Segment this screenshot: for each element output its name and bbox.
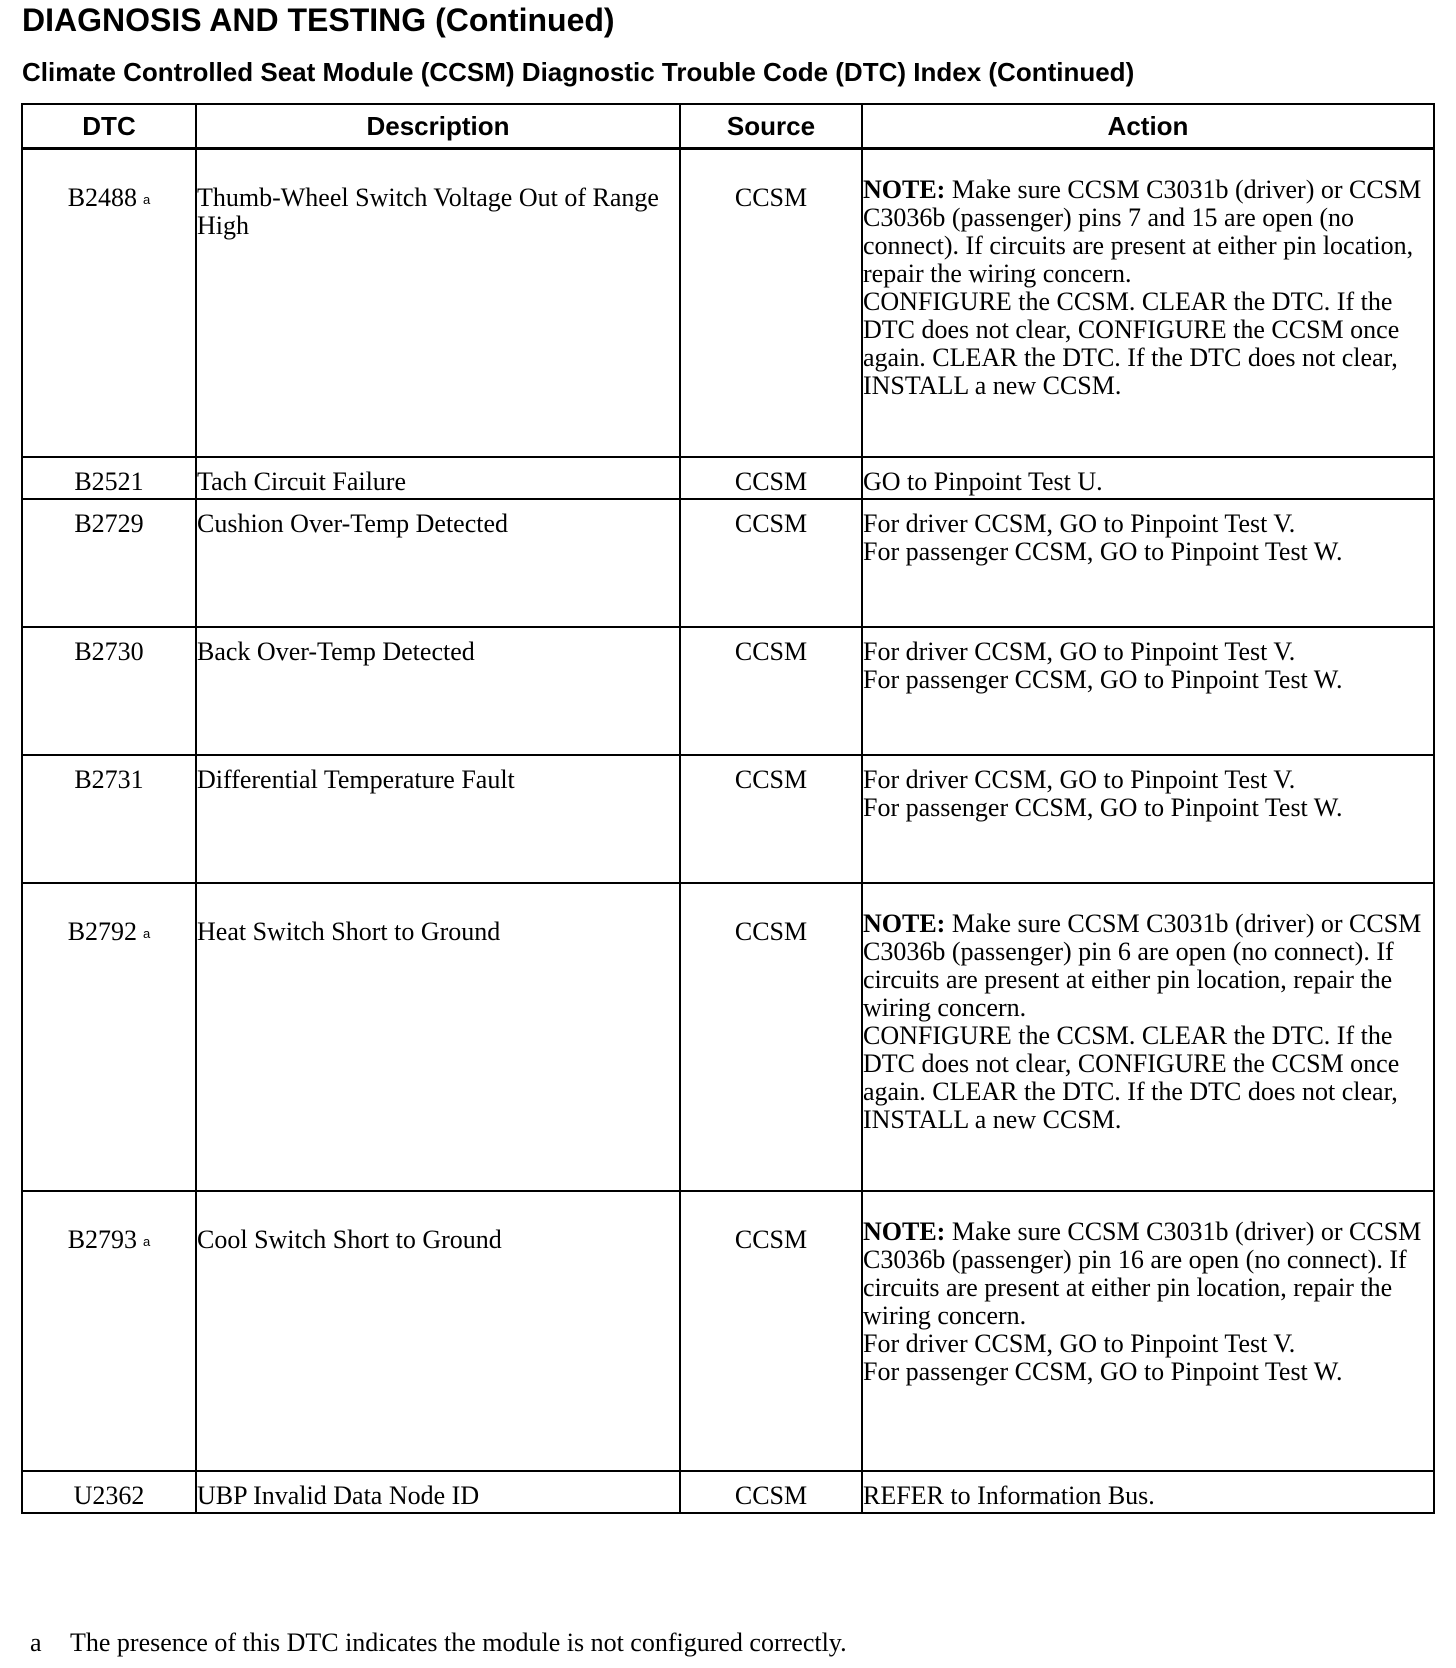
action-cell (862, 149, 1434, 457)
dtc-cell (22, 883, 196, 1191)
description-cell: Cushion Over-Temp Detected (196, 499, 680, 627)
note-text: Make sure CCSM C3031b (driver) or CCSM C3036b (passenger) pins 7 and 15 are open (no connect). If circuits are present at either pin location, repair the wiring concern. (863, 175, 1422, 288)
dtc-cell (22, 1471, 196, 1513)
action-cell (862, 883, 1434, 1191)
action-text: For driver CCSM, GO to Pinpoint Test V. (863, 764, 1296, 794)
note-label: NOTE: (863, 175, 946, 204)
description-cell: UBP Invalid Data Node ID (196, 1471, 680, 1513)
table-title: Climate Controlled Seat Module (CCSM) Diagnostic Trouble Code (DTC) Index (Continued) (22, 57, 1135, 87)
source-cell: CCSM (680, 627, 862, 755)
action-cell (862, 755, 1434, 883)
footnote-ref-mark: a (143, 925, 151, 941)
description-cell: Heat Switch Short to Ground (196, 883, 680, 1191)
footnote-text: The presence of this DTC indicates the module is not configured correctly. (70, 1628, 847, 1657)
dtc-code: B2521 (74, 466, 144, 496)
footnote-mark: a (30, 1628, 42, 1657)
note-label: NOTE: (863, 1216, 946, 1246)
dtc-code: B2731 (74, 764, 144, 794)
source-cell: CCSM (680, 1191, 862, 1471)
dtc-cell (22, 1191, 196, 1471)
table-row (22, 149, 1434, 457)
table-row (22, 883, 1434, 1191)
column-header-source: Source (680, 104, 862, 149)
dtc-code: B2729 (74, 508, 144, 538)
action-cell (862, 1471, 1434, 1513)
dtc-cell (22, 755, 196, 883)
source-cell: CCSM (680, 499, 862, 627)
action-cell (862, 499, 1434, 627)
description-cell: Back Over-Temp Detected (196, 627, 680, 755)
table-row (22, 499, 1434, 627)
note-text: Make sure CCSM C3031b (driver) or CCSM C3036b (passenger) pin 6 are open (no connect). If circuits are present at either pin location, repair the wiring concern. (863, 908, 1422, 1022)
dtc-cell (22, 499, 196, 627)
action-note (863, 176, 1433, 288)
table-row (22, 627, 1434, 755)
note-text: Make sure CCSM C3031b (driver) or CCSM C3036b (passenger) pin 16 are open (no connect). If circuits are present at either pin location, repair the wiring concern. (863, 1216, 1422, 1330)
action-text-secondary: For passenger CCSM, GO to Pinpoint Test W. (863, 792, 1343, 822)
action-text-secondary: For passenger CCSM, GO to Pinpoint Test W. (863, 536, 1343, 566)
dtc-code: B2792 (67, 916, 138, 946)
dtc-cell (22, 457, 196, 499)
source-cell: CCSM (680, 1471, 862, 1513)
action-text: CONFIGURE the CCSM. CLEAR the DTC. If the DTC does not clear, CONFIGURE the CCSM once again. CLEAR the DTC. If the DTC does not clear, INSTALL a new CCSM. (863, 1020, 1400, 1134)
source-cell: CCSM (680, 457, 862, 499)
description-cell: Cool Switch Short to Ground (196, 1191, 680, 1471)
dtc-index-table (21, 103, 1435, 1514)
action-cell (862, 1191, 1434, 1471)
action-text: For driver CCSM, GO to Pinpoint Test V. (863, 636, 1296, 666)
dtc-cell (22, 149, 196, 457)
page-title: DIAGNOSIS AND TESTING (Continued) (22, 2, 615, 38)
note-label: NOTE: (863, 908, 946, 938)
footnote-ref-mark: a (143, 1233, 151, 1249)
source-cell: CCSM (680, 755, 862, 883)
column-header-dtc: DTC (22, 104, 196, 149)
dtc-cell (22, 627, 196, 755)
action-text-secondary: For passenger CCSM, GO to Pinpoint Test W. (863, 1356, 1343, 1386)
action-text: For driver CCSM, GO to Pinpoint Test V. (863, 1328, 1296, 1358)
column-header-action: Action (862, 104, 1434, 149)
description-cell: Thumb-Wheel Switch Voltage Out of Range High (196, 149, 680, 457)
dtc-code: B2488 (67, 183, 138, 212)
dtc-code: B2730 (74, 636, 144, 666)
action-text-secondary: For passenger CCSM, GO to Pinpoint Test W. (863, 664, 1343, 694)
footnote-ref-mark: a (143, 192, 151, 207)
action-text: CONFIGURE the CCSM. CLEAR the DTC. If the DTC does not clear, CONFIGURE the CCSM once again. CLEAR the DTC. If the DTC does not clear, INSTALL a new CCSM. (863, 287, 1400, 400)
action-note (863, 910, 1433, 1022)
action-text: For driver CCSM, GO to Pinpoint Test V. (863, 508, 1296, 538)
column-header-description: Description (196, 104, 680, 149)
action-note (863, 1218, 1433, 1330)
dtc-code: U2362 (73, 1480, 145, 1510)
description-cell: Differential Temperature Fault (196, 755, 680, 883)
source-cell: CCSM (680, 149, 862, 457)
action-text: GO to Pinpoint Test U. (863, 466, 1103, 496)
table-row (22, 755, 1434, 883)
action-text: REFER to Information Bus. (863, 1480, 1155, 1510)
table-row (22, 457, 1434, 499)
description-cell: Tach Circuit Failure (196, 457, 680, 499)
table-row (22, 1471, 1434, 1513)
source-cell: CCSM (680, 883, 862, 1191)
action-cell (862, 627, 1434, 755)
table-row (22, 1191, 1434, 1471)
footnote (30, 1628, 847, 1658)
dtc-code: B2793 (67, 1224, 138, 1254)
table-header-row (22, 104, 1434, 149)
action-cell (862, 457, 1434, 499)
